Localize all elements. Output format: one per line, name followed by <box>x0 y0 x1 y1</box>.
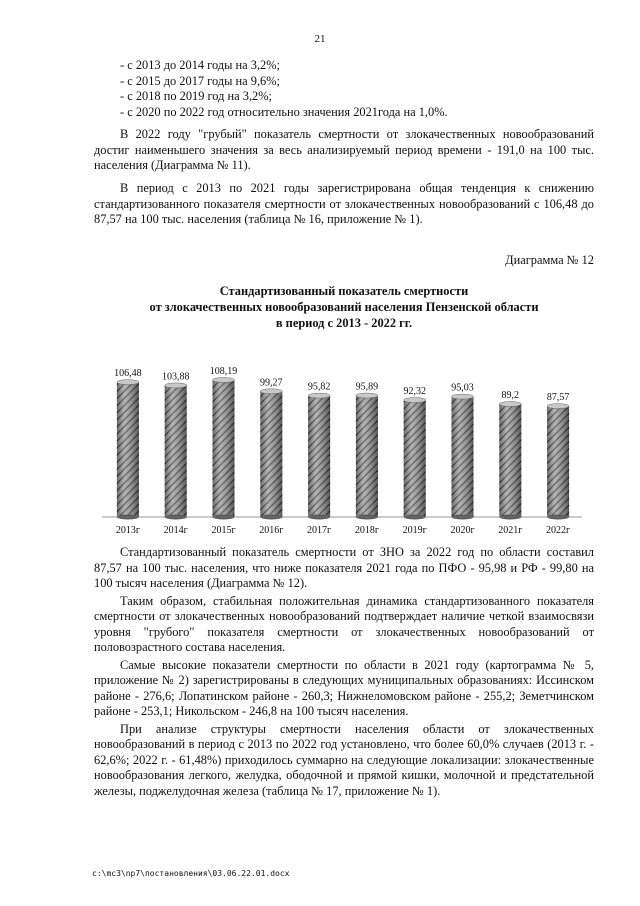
category-tick-label: 2020г <box>450 525 475 536</box>
paragraph-2022-rate: Стандартизованный показатель смертности от ЗНО за 2022 год по области составил 87,57 на 100 тыс. населения, что ниже показателя 2021 года по ПФО - 95,98 и РФ - 99,80 на 100 тысяч населения (Диаграмма № 12). <box>94 545 594 590</box>
chart-title <box>94 283 594 331</box>
paragraph-structure: При анализе структуры смертности населения области от злокачественных новообразований в период с 2013 по 2022 год установлено, что более 60,0% случаев (2013 г. - 62,6%; 2022 г. - 61,48%) приходилось суммарно на следующие локализации: злокачественные новообразования легкого, желудка, ободочной и прямой кишки, молочной и предстательной железы, поджелудочная железа (таблица № 17, приложение № 1). <box>94 721 594 798</box>
bar <box>165 383 187 520</box>
mortality-bar-chart <box>92 345 592 545</box>
footer-file-path: c:\mc3\np7\постановления\03.06.22.01.docx <box>92 869 290 878</box>
paragraph-conclusion: Таким образом, стабильная положительная динамика стандартизованного показателя смертности от злокачественных новообразований подтверждает наличие четкой взаимосвязи уровня "грубого" показателя смертности от злокачественных новообразований от половозрастного состава населения. <box>94 593 594 654</box>
bar-value-label: 95,82 <box>307 381 331 393</box>
diagram-label: Диаграмма № 12 <box>505 253 594 267</box>
bar-value-label: 95,03 <box>451 382 474 394</box>
category-tick-label: 2014г <box>163 525 188 536</box>
bar-value-label: 89,2 <box>501 390 520 402</box>
chart-svg <box>92 345 592 545</box>
bar <box>499 402 521 520</box>
bar-value-label: 103,88 <box>161 371 190 383</box>
chart-title-line: Стандартизованный показатель смертности <box>219 284 469 298</box>
category-tick-label: 2016г <box>259 525 284 536</box>
category-tick-label: 2017г <box>307 525 332 536</box>
bar <box>260 389 282 520</box>
bar <box>452 394 474 519</box>
bar-value-label: 108,19 <box>209 365 238 377</box>
bar <box>547 404 569 520</box>
category-tick-label: 2021г <box>498 525 523 536</box>
bullet-item: - с 2020 по 2022 год относительно значения 2021года на 1,0%. <box>120 104 448 119</box>
bullet-item: - с 2013 до 2014 годы на 3,2%; <box>120 58 280 72</box>
bar <box>356 393 378 519</box>
bar <box>117 380 139 520</box>
category-tick-label: 2013г <box>115 525 140 536</box>
category-tick-label: 2019г <box>402 525 427 536</box>
category-tick-label: 2022г <box>546 525 571 536</box>
bullet-item: - с 2018 по 2019 год на 3,2%; <box>120 89 272 103</box>
bar-value-label: 106,48 <box>114 368 142 380</box>
bar-value-label: 92,32 <box>403 386 426 398</box>
paragraph-gross-rate: В 2022 году "грубый" показатель смертности от злокачественных новообразований достиг наименьшего значения за весь анализируемый период времени - 191,0 на 100 тыс. населения (Диаграмма № 11). <box>94 127 594 172</box>
bar-value-label: 95,89 <box>355 381 379 393</box>
page-number: 21 <box>314 33 326 45</box>
paragraph-districts: Самые высокие показатели смертности по области в 2021 году (картограмма № 5, приложение № 2) зарегистрированы в следующих муниципальных образованиях: Иссинском районе - 276,6; Лопатинском районе - 260,3; Нижнеломовском районе - 255,2; Земетчинском районе - 253,1; Никольском - 246,8 на 100 тысяч населения. <box>94 657 594 718</box>
bar <box>213 377 235 519</box>
bullet-item: - с 2015 до 2017 годы на 9,6%; <box>120 73 280 88</box>
bullet-list <box>94 58 594 120</box>
bar <box>308 393 330 519</box>
bar-value-label: 87,57 <box>546 392 570 404</box>
category-tick-label: 2018г <box>354 525 379 536</box>
paragraph-trend: В период с 2013 по 2021 годы зарегистрирована общая тенденция к снижению стандартизованного показателя смертности от злокачественных новообразований с 106,48 до 87,57 на 100 тыс. населения (таблица № 16, приложение № 1). <box>94 181 594 226</box>
category-tick-label: 2015г <box>211 525 236 536</box>
bar-value-label: 99,27 <box>260 377 283 389</box>
chart-title-line: от злокачественных новообразований населения Пензенской области <box>149 300 539 314</box>
chart-title-line: в период с 2013 - 2022 гг. <box>275 316 413 330</box>
bar <box>404 398 426 520</box>
